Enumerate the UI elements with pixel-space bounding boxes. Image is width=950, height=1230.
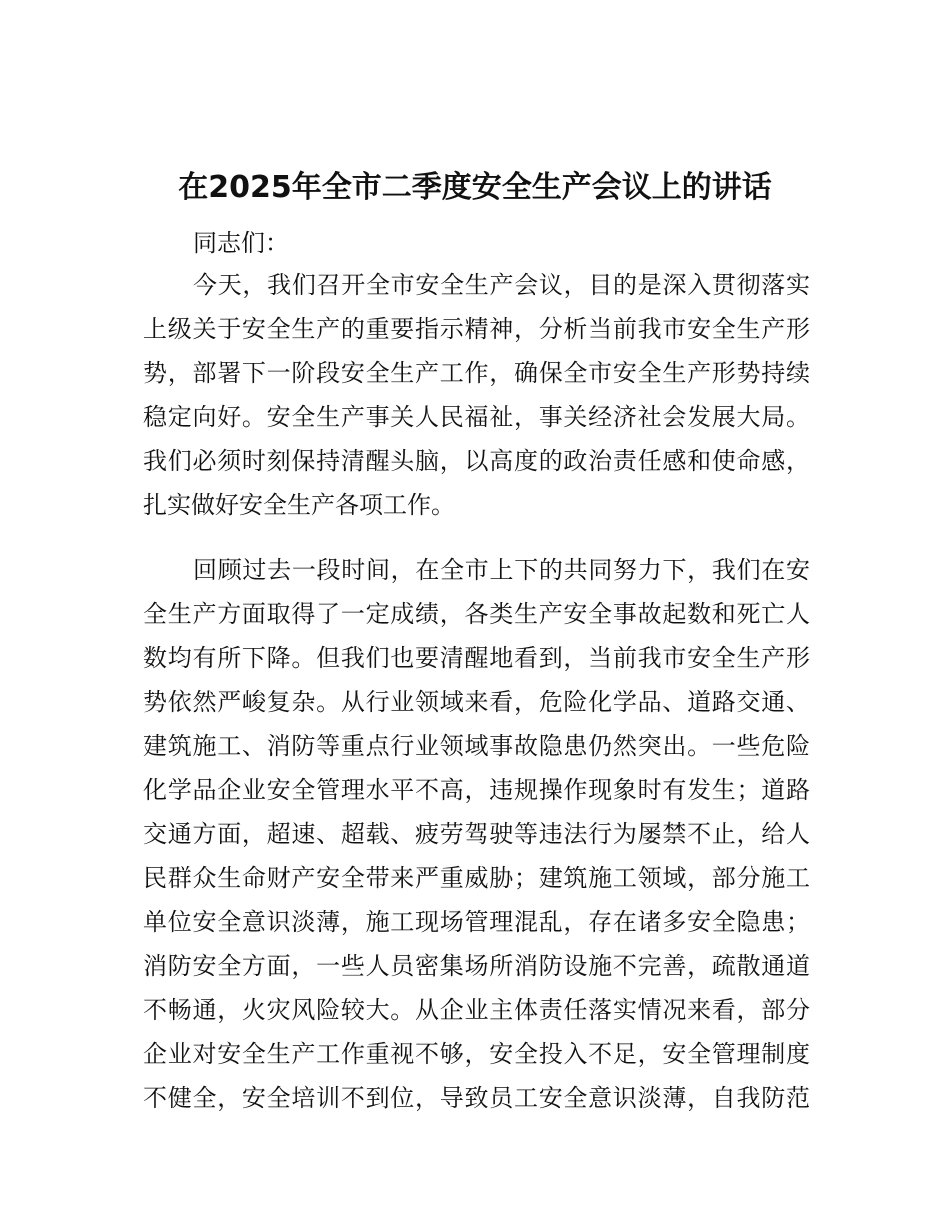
text-line: 消防安全方面，一些人员密集场所消防设施不完善，疏散通道 [143,952,810,980]
text-line: 稳定向好。安全生产事关人民福祉，事关经济社会发展大局。 [143,403,810,431]
text-line: 交通方面，超速、超载、疲劳驾驶等违法行为屡禁不止，给人 [143,820,810,848]
text-line: 回顾过去一段时间，在全市上下的共同努力下，我们在安 [193,556,810,584]
text-line: 不健全，安全培训不到位，导致员工安全意识淡薄，自我防范 [143,1084,810,1112]
text-line: 扎实做好安全生产各项工作。 [143,491,455,519]
text-line: 势依然严峻复杂。从行业领域来看，危险化学品、道路交通、 [143,688,810,716]
text-line: 我们必须时刻保持清醒头脑，以高度的政治责任感和使命感， [143,447,810,475]
text-line: 民群众生命财产安全带来严重威胁；建筑施工领域，部分施工 [143,864,810,892]
text-line: 单位安全意识淡薄，施工现场管理混乱，存在诸多安全隐患； [143,908,810,936]
document-title: 在2025年全市二季度安全生产会议上的讲话 [178,170,772,205]
greeting: 同志们： [193,229,289,257]
paragraph-2 [143,548,810,1120]
paragraph-1 [143,263,810,527]
text-line: 不畅通，火灾风险较大。从企业主体责任落实情况来看，部分 [143,996,810,1024]
text-line: 全生产方面取得了一定成绩，各类生产安全事故起数和死亡人 [143,600,810,628]
text-line: 数均有所下降。但我们也要清醒地看到，当前我市安全生产形 [143,644,810,672]
text-line: 建筑施工、消防等重点行业领域事故隐患仍然突出。一些危险 [143,732,810,760]
text-line: 今天，我们召开全市安全生产会议，目的是深入贯彻落实 [193,271,810,299]
text-line: 企业对安全生产工作重视不够，安全投入不足，安全管理制度 [143,1040,810,1068]
text-line: 化学品企业安全管理水平不高，违规操作现象时有发生；道路 [143,776,810,804]
text-line: 势，部署下一阶段安全生产工作，确保全市安全生产形势持续 [143,359,810,387]
text-line: 上级关于安全生产的重要指示精神，分析当前我市安全生产形 [143,315,810,343]
